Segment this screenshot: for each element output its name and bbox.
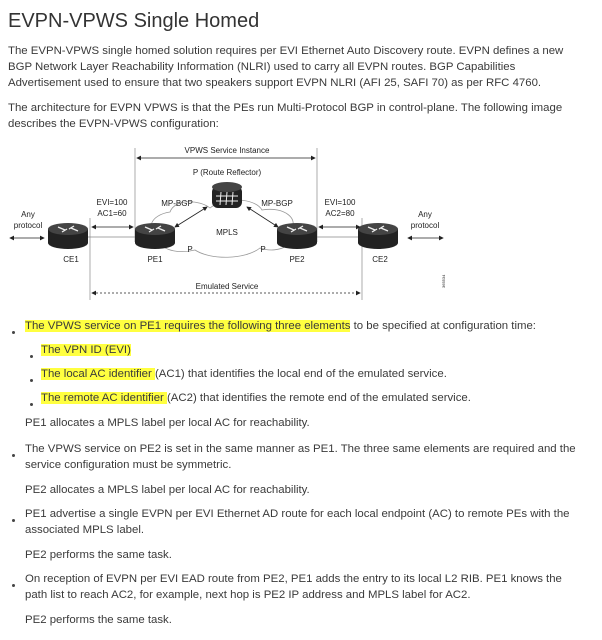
text: (AC1) that identifies the local end of the emulated service. (154, 368, 447, 380)
sub-bullet (30, 403, 33, 406)
highlighted-text: The VPN ID (EVI) (41, 344, 131, 356)
ce1-label: CE1 (63, 255, 79, 264)
text: to be specified at configuration time: (350, 320, 536, 332)
sub-bullet (30, 379, 33, 382)
pe2-label: PE2 (289, 255, 305, 264)
evi-right-label: EVI=100 (324, 198, 356, 207)
highlighted-text: The local AC identifier (41, 368, 155, 380)
router-icon-pe1 (135, 223, 175, 249)
emulated-service-label: Emulated Service (195, 282, 259, 291)
evi-left-label: EVI=100 (96, 198, 128, 207)
bullet-text (25, 318, 536, 334)
highlighted-text: The remote AC identifier (41, 392, 167, 404)
mp-bgp-right-label: MP-BGP (261, 199, 293, 208)
p-right-label: P (260, 245, 266, 254)
sub-bullet-text (41, 390, 471, 406)
mp-bgp-left-label: MP-BGP (161, 199, 193, 208)
bullet-text: The VPWS service on PE2 is set in the same manner as PE1. The three same elements are required and the (25, 443, 576, 455)
route-reflector-icon (212, 182, 242, 208)
bullet (12, 454, 15, 457)
figure-id: 365534 (441, 274, 446, 288)
text: (AC2) that identifies the remote end of the emulated service. (167, 392, 471, 404)
router-icon-ce1 (48, 223, 88, 249)
any-protocol-right: protocol (410, 221, 440, 230)
bullet-text: service configuration must be symmetric. (25, 459, 232, 471)
ce2-label: CE2 (372, 255, 388, 264)
router-icon-ce2 (358, 223, 398, 249)
any-protocol-left: Any (21, 210, 35, 219)
architecture-line: describes the EVPN-VPWS configuration: (8, 118, 219, 130)
any-protocol-left: protocol (13, 221, 43, 230)
sub-bullet (30, 355, 33, 358)
page-title: EVPN-VPWS Single Homed (8, 10, 260, 32)
router-icon-pe2 (277, 223, 317, 249)
mpls-label: MPLS (216, 228, 238, 237)
vpws-label: VPWS Service Instance (184, 146, 270, 155)
bullet-text: On reception of EVPN per EVI EAD route from PE2, PE1 adds the entry to its local L2 RIB. PE1 knows the (25, 573, 562, 585)
evpn-vpws-diagram (0, 130, 460, 300)
any-protocol-right: Any (418, 210, 432, 219)
paragraph: PE2 performs the same task. (25, 614, 172, 626)
intro-line: BGP Network Layer Reachability Information (NLRI) used to carry all EVPN routes. BGP Capabilities (8, 61, 516, 73)
bullet-text: path list to reach AC2, for example, next hop is PE2 IP address and MPLS label for AC2. (25, 589, 471, 601)
paragraph: PE2 allocates a MPLS label per local AC for reachability. (25, 484, 310, 496)
p-left-label: P (187, 245, 193, 254)
ac1-label: AC1=60 (97, 209, 127, 218)
ac2-label: AC2=80 (325, 209, 355, 218)
sub-bullet-text (41, 366, 447, 382)
bullet (12, 584, 15, 587)
architecture-line: The architecture for EVPN VPWS is that the PEs run Multi-Protocol BGP in control-plane. The following image (8, 102, 563, 114)
paragraph: PE2 performs the same task. (25, 549, 172, 561)
bullet-text: PE1 advertise a single EVPN per EVI Ethernet AD route for each local endpoint (AC) to remote PEs with the (25, 508, 570, 520)
bullet-text: associated MPLS label. (25, 524, 145, 536)
bullet (12, 331, 15, 334)
highlighted-text: The VPWS service on PE1 requires the following three elements (25, 320, 351, 332)
intro-line: The EVPN-VPWS single homed solution requires per EVI Ethernet Auto Discovery route. EVPN defines a new (8, 45, 564, 57)
sub-bullet-text (41, 342, 131, 358)
route-reflector-label: P (Route Reflector) (192, 168, 262, 177)
bullet (12, 519, 15, 522)
paragraph: PE1 allocates a MPLS label per local AC for reachability. (25, 417, 310, 429)
intro-line: Advertisement used to ensure that two speakers support EVPN NLRI (AFI 25, SAFI 70) as per RFC 4760. (8, 77, 542, 89)
pe1-label: PE1 (147, 255, 163, 264)
